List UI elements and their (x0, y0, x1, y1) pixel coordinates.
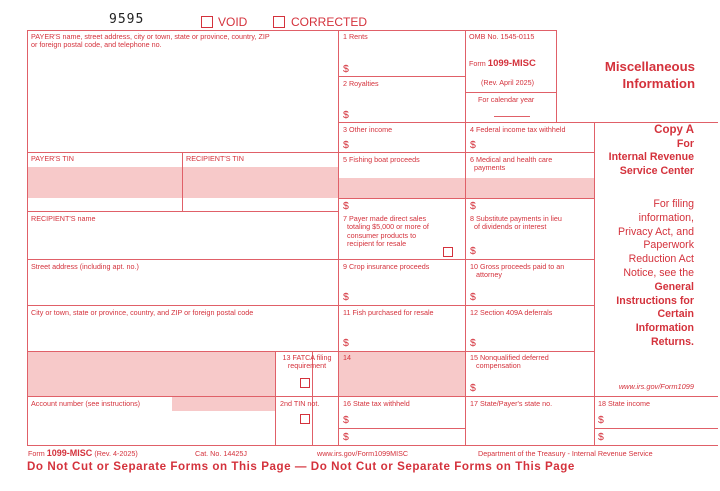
box4-label: 4 Federal income tax withheld (470, 125, 566, 134)
footer-form-name (28, 448, 138, 458)
box16-dollar-1: $ (343, 414, 349, 426)
copy-irs-line2: Service Center (619, 164, 694, 177)
box7-line4: recipient for resale (347, 239, 407, 249)
instr-line9: Certain (657, 308, 694, 321)
void-checkbox[interactable] (201, 16, 213, 28)
box6-dollar: $ (470, 200, 476, 212)
box6-label (470, 156, 552, 173)
street-label: Street address (including apt. no.) (31, 262, 139, 271)
calendar-year-label: For calendar year (478, 95, 535, 104)
box4-dollar: $ (470, 139, 476, 151)
payer-tin-shade (28, 167, 338, 198)
box2-dollar: $ (343, 109, 349, 121)
instr-line8: Instructions for (616, 294, 694, 307)
box7-checkbox[interactable] (443, 247, 453, 257)
instr-line10: Information (635, 322, 694, 335)
omb-rev: (Rev. April 2025) (481, 78, 534, 87)
box16-dollar-2: $ (343, 431, 349, 443)
box18-dollar-1: $ (598, 414, 604, 426)
footer-dept: Department of the Treasury - Internal Revenue Service (478, 449, 653, 458)
box1-dollar: $ (343, 63, 349, 75)
omb-form-name (469, 58, 536, 69)
box7-line3: consumer products to (347, 230, 417, 240)
footer-form-name-bold: 1099-MISC (46, 448, 93, 458)
instr-line5: Reduction Act (628, 253, 694, 266)
box8-label (470, 215, 562, 232)
box5-dollar: $ (343, 200, 349, 212)
box5-label: 5 Fishing boat proceeds (343, 155, 420, 164)
box10-line1: 10 Gross proceeds paid to an (470, 262, 565, 271)
box6-shade (466, 178, 594, 198)
box15-dollar: $ (470, 382, 476, 394)
box8-line1: 8 Substitute payments in lieu (470, 214, 562, 223)
recipient-tin-label: RECIPIENT'S TIN (186, 154, 244, 163)
copy-for-label: For (676, 137, 694, 150)
fatca-label-line2: requirement (287, 361, 327, 371)
box18-dollar-2: $ (598, 431, 604, 443)
second-tin-label: 2nd TIN not. (280, 399, 320, 408)
box10-label (470, 263, 564, 280)
second-tin-checkbox[interactable] (300, 414, 310, 424)
instr-line3: Privacy Act, and (618, 225, 694, 238)
recipient-name-label: RECIPIENT'S name (31, 214, 96, 223)
copy-a-label: Copy A (654, 124, 694, 136)
payer-name-label-line2: or foreign postal code, and telephone no. (31, 40, 162, 50)
box16-label: 16 State tax withheld (343, 399, 410, 408)
box7-label (343, 215, 458, 249)
footer-form-prefix: Form (28, 449, 45, 458)
box12-dollar: $ (470, 337, 476, 349)
box18-label: 18 State income (598, 399, 650, 408)
instr-line7: General (654, 280, 694, 293)
box15-label (470, 354, 549, 371)
box10-line2: attorney (476, 270, 502, 280)
box8-line2: of dividends or interest (474, 222, 547, 232)
box6-line1: 6 Medical and health care (470, 155, 553, 164)
box1-label: 1 Rents (343, 32, 368, 41)
box14-shade (339, 351, 465, 396)
city-label: City or town, state or province, country, and ZIP or foreign postal code (31, 308, 254, 317)
footer-cat: Cat. No. 14425J (195, 449, 247, 458)
form-title-line2: Information (622, 76, 695, 91)
box14-label: 14 (343, 353, 351, 362)
omb-number: OMB No. 1545-0115 (469, 32, 535, 41)
void-label: VOID (218, 15, 248, 29)
instructions-block (596, 198, 694, 350)
box10-dollar: $ (470, 291, 476, 303)
box2-label: 2 Royalties (343, 79, 379, 88)
omb-form-prefix: Form (469, 59, 486, 68)
instr-line11: Returns. (651, 335, 694, 348)
box8-dollar: $ (470, 245, 476, 257)
box6-line2: payments (474, 163, 506, 173)
corrected-label: CORRECTED (291, 15, 368, 29)
box11-label: 11 Fish purchased for resale (343, 308, 434, 317)
instr-line6: Notice, see the (623, 266, 694, 279)
fatca-label (278, 354, 336, 371)
box5-shade (339, 178, 465, 198)
form-title (560, 58, 695, 92)
box3-dollar: $ (343, 139, 349, 151)
box7-line1: 7 Payer made direct sales (343, 214, 427, 223)
box3-label: 3 Other income (343, 125, 393, 134)
copy-url: www.irs.gov/Form1099 (618, 382, 694, 391)
box9-dollar: $ (343, 291, 349, 303)
box15-line2: compensation (476, 361, 521, 371)
instr-line1: For filing (653, 198, 694, 210)
form-title-line1: Miscellaneous (604, 59, 695, 74)
omb-form-name-bold: 1099-MISC (487, 58, 536, 69)
box11-dollar: $ (343, 337, 349, 349)
blank-shade (28, 351, 275, 396)
account-shade (172, 397, 275, 411)
box15-line1: 15 Nonqualified deferred (470, 353, 549, 362)
instr-line2: information, (638, 211, 694, 224)
calendar-year-field[interactable] (494, 116, 530, 117)
copy-irs-line1: Internal Revenue (608, 151, 694, 163)
box17-label: 17 State/Payer's state no. (470, 399, 553, 408)
footer-url: www.irs.gov/Form1099MISC (317, 449, 409, 458)
box12-label: 12 Section 409A deferrals (470, 308, 553, 317)
copy-a-block (596, 124, 694, 178)
payer-name-label-line1: PAYER'S name, street address, city or town, state or province, country, ZIP (31, 32, 270, 41)
box7-line2: totaling $5,000 or more of (347, 222, 429, 232)
form-code: 9595 (109, 12, 145, 27)
corrected-checkbox[interactable] (273, 16, 285, 28)
box9-label: 9 Crop insurance proceeds (343, 262, 430, 271)
payer-name-label (31, 33, 336, 50)
fatca-checkbox[interactable] (300, 378, 310, 388)
payer-tin-label: PAYER'S TIN (31, 154, 74, 163)
instr-line4: Paperwork (643, 239, 694, 252)
footer-rev: (Rev. 4-2025) (94, 449, 138, 458)
account-label: Account number (see instructions) (31, 399, 141, 408)
footer-warning: Do Not Cut or Separate Forms on This Page — Do Not Cut or Separate Forms on This Page (27, 460, 575, 473)
fatca-label-line1: 13 FATCA filing (282, 353, 332, 362)
